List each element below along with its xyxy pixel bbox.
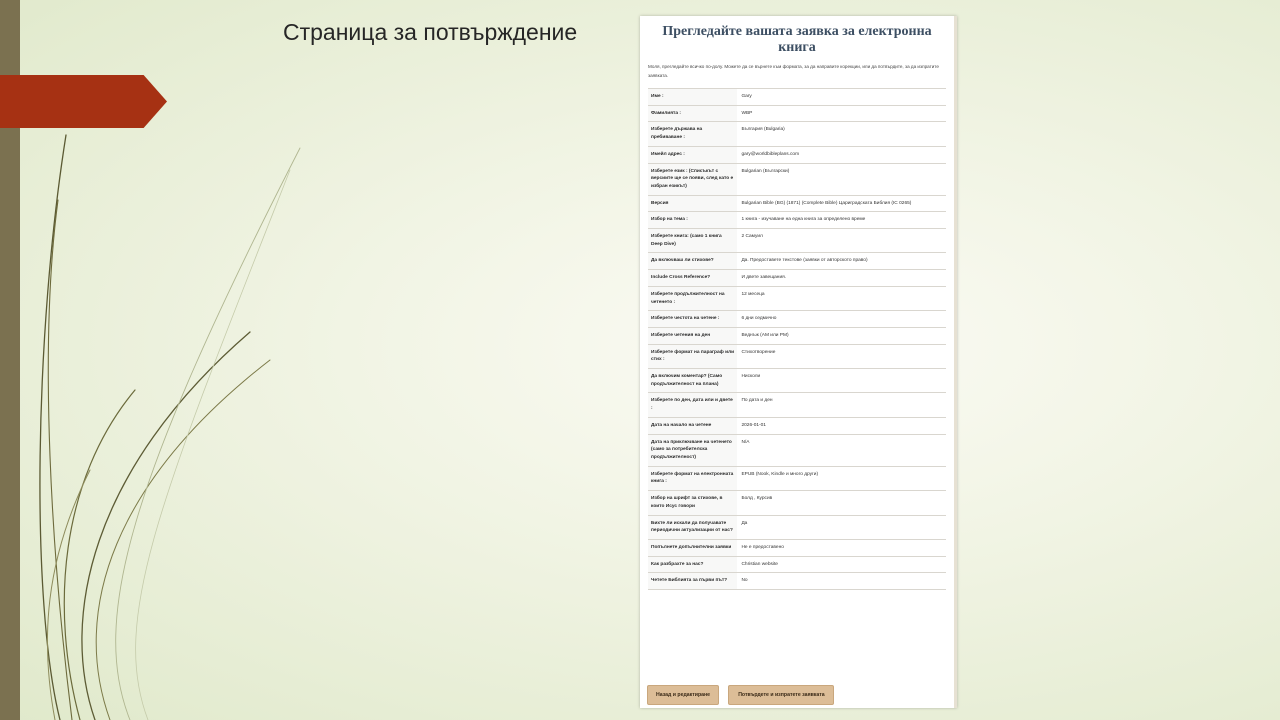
row-label: Как разбрахте за нас? (648, 556, 737, 573)
row-value: По дата и ден (737, 393, 946, 417)
table-row (648, 270, 946, 287)
table-row (648, 515, 946, 539)
row-value: Стихотворение (737, 344, 946, 368)
form-button-row (647, 685, 839, 705)
row-label: Изберете четения на ден (648, 327, 737, 344)
table-row (648, 311, 946, 328)
row-value: Нисколи (737, 369, 946, 393)
review-form-screenshot (640, 16, 957, 708)
row-value: No (737, 573, 946, 590)
row-value: 6 дни седмично (737, 311, 946, 328)
table-row (648, 393, 946, 417)
row-label: Четете Библията за първи път? (648, 573, 737, 590)
table-row (648, 195, 946, 212)
row-label: Изберете продължителност на четенето : (648, 286, 737, 310)
slide-title: Страница за потвърждение (283, 19, 578, 45)
row-value: Да (737, 515, 946, 539)
row-label: Версия (648, 195, 737, 212)
table-row (648, 466, 946, 490)
table-row (648, 327, 946, 344)
table-row (648, 539, 946, 556)
row-value: България (Bulgaria) (737, 122, 946, 146)
table-row (648, 229, 946, 253)
row-value: N/A (737, 434, 946, 466)
row-label: Да включим коментар? (Само продължителност на плана) (648, 369, 737, 393)
row-label: Изберете формат на параграф или стих : (648, 344, 737, 368)
row-label: Дата на приключване на четенето (само за потребителска продължителност) (648, 434, 737, 466)
row-value: И двете завещания. (737, 270, 946, 287)
row-label: Изберете честота на четене : (648, 311, 737, 328)
row-value: Christian website (737, 556, 946, 573)
row-label: Изберете език : (Списъкът с версиите ще се появи, след като е избран езикът) (648, 163, 737, 195)
row-label: Изберете държава на пребиваване : (648, 122, 737, 146)
row-value: Веднъж (AM или PM) (737, 327, 946, 344)
row-value: Bulgarian (Български) (737, 163, 946, 195)
table-row (648, 122, 946, 146)
row-label: Избор на тема : (648, 212, 737, 229)
row-label: Да включваш ли стихове? (648, 253, 737, 270)
table-row (648, 417, 946, 434)
table-row (648, 146, 946, 163)
table-row (648, 573, 946, 590)
row-value: 12 месеца (737, 286, 946, 310)
table-row (648, 163, 946, 195)
form-intro-text: Моля, прегледайте всичко по-долу. Можете да се върнете към формата, за да направите корекции, или да потвърдите, за да изпратите заявката. (648, 64, 939, 78)
row-label: Изберете книга: (само 1 книга Deep Dive) (648, 229, 737, 253)
row-value: WBP (737, 105, 946, 122)
row-value: 1 книга - изучаване на една книга за определено време (737, 212, 946, 229)
table-row (648, 344, 946, 368)
row-value: EPUB (Nook, Kindle и много други) (737, 466, 946, 490)
row-value: Gary (737, 89, 946, 106)
row-label: Дата на начало на четене (648, 417, 737, 434)
row-label: Бихте ли искали да получавате периодични актуализации от нас? (648, 515, 737, 539)
back-edit-button[interactable]: Назад и редактиране (647, 685, 719, 705)
review-table (648, 88, 946, 590)
table-row (648, 105, 946, 122)
row-value: 2 Самуил (737, 229, 946, 253)
form-title: Прегледайте вашата заявка за електронна книга (662, 24, 932, 55)
row-value: Болд , Курсив (737, 491, 946, 515)
row-label: Include Cross Reference? (648, 270, 737, 287)
row-label: Име : (648, 89, 737, 106)
table-row (648, 253, 946, 270)
table-row (648, 89, 946, 106)
row-value: Bulgarian Bible (BG) (1871) (Complete Bible) Цариградската Библия (IC 0265) (737, 195, 946, 212)
row-label: Изберете по ден, дата или и двете : (648, 393, 737, 417)
row-value: gary@worldbibleplans.com (737, 146, 946, 163)
table-row (648, 434, 946, 466)
row-label: Имейл адрес : (648, 146, 737, 163)
confirm-submit-button[interactable]: Потвърдете и изпратете заявката (728, 685, 834, 705)
row-value: Не е предоставено (737, 539, 946, 556)
row-label: Изберете формат на електронната книга : (648, 466, 737, 490)
row-label: Фамилията : (648, 105, 737, 122)
table-row (648, 286, 946, 310)
decorative-swoosh-lines (0, 0, 320, 720)
row-value: Да. Предоставете текстове (заявки от авторското право) (737, 253, 946, 270)
table-row (648, 212, 946, 229)
table-row (648, 556, 946, 573)
row-value: 2026-01-01 (737, 417, 946, 434)
row-label: Попълнете допълнителни заявки (648, 539, 737, 556)
table-row (648, 491, 946, 515)
row-label: Избор на шрифт за стихове, в които Исус говори (648, 491, 737, 515)
table-row (648, 369, 946, 393)
